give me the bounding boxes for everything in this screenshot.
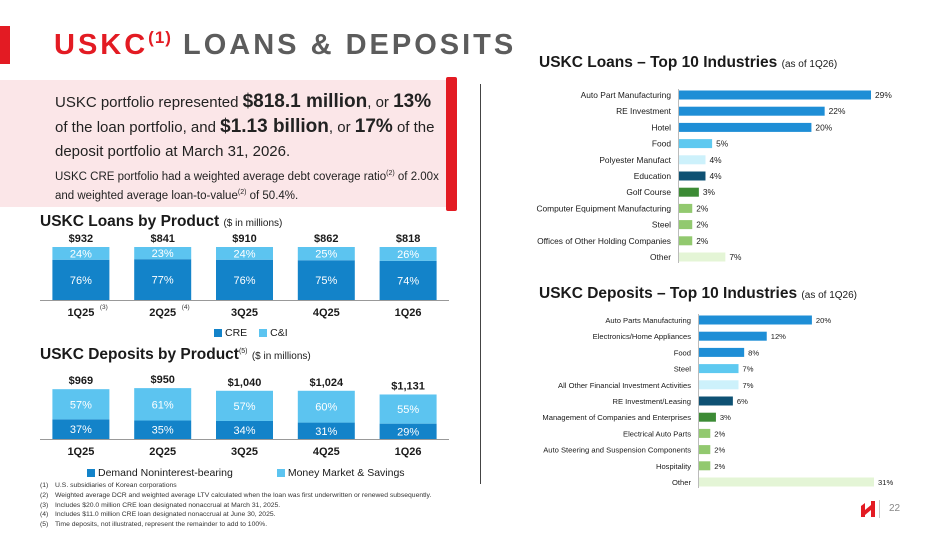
bar-segment-label: 76% bbox=[233, 274, 256, 287]
bar bbox=[699, 348, 744, 357]
bar bbox=[679, 123, 811, 132]
footnote-ref: (2) bbox=[237, 188, 247, 196]
summary-sub-part: of 2.00x and weighted average loan-to-value bbox=[55, 170, 439, 202]
category-tick-label: 1Q26 bbox=[394, 307, 422, 319]
footnote-text: U.S. subsidiaries of Korean corporations bbox=[55, 482, 177, 489]
bar-value-label: 2% bbox=[696, 235, 709, 246]
bar-value-label: 22% bbox=[828, 106, 846, 117]
bar-value-label: 2% bbox=[696, 203, 709, 214]
deposits-top10-title-text: USKC Deposits – Top 10 Industries bbox=[539, 285, 798, 302]
summary-loans-pct: 13% bbox=[393, 91, 432, 112]
bar-total-label: $969 bbox=[68, 375, 94, 388]
legend-label: Demand Noninterest-bearing bbox=[98, 467, 233, 479]
category-tick-label: 3Q25 bbox=[231, 307, 258, 319]
category-label: Auto Steering and Suspension Components bbox=[543, 445, 691, 455]
category-label: RE Investment bbox=[616, 106, 671, 117]
bar-segment-label: 77% bbox=[151, 274, 174, 287]
footnote-text: Includes $11.0 million CRE loan designated nonaccrual at June 30, 2025. bbox=[55, 511, 276, 519]
summary-sub-part: USKC CRE portfolio had a weighted average debt coverage ratio bbox=[55, 170, 387, 183]
page-number: 22 bbox=[889, 503, 901, 514]
category-label: Computer Equipment Manufacturing bbox=[536, 203, 671, 214]
category-label: Food bbox=[673, 348, 691, 358]
footnote-number: (5) bbox=[40, 521, 49, 529]
loans-top10-chart bbox=[480, 80, 949, 270]
bar bbox=[699, 461, 710, 470]
legend-swatch bbox=[277, 469, 285, 477]
category-label: Offices of Other Holding Companies bbox=[537, 235, 671, 246]
category-footnote-ref: (3) bbox=[99, 304, 108, 311]
bar-value-label: 7% bbox=[729, 252, 742, 262]
category-tick-label: 4Q25 bbox=[312, 446, 340, 458]
bar bbox=[679, 220, 692, 229]
bar bbox=[699, 397, 733, 406]
bar-value-label: 2% bbox=[714, 445, 726, 455]
bar-total-label: $1,040 bbox=[227, 376, 262, 389]
bar-total-label: $862 bbox=[314, 233, 339, 245]
loans-top10-unit: (as of 1Q26) bbox=[781, 59, 838, 70]
legend-swatch bbox=[87, 469, 95, 477]
category-tick-label: 1Q25 bbox=[67, 307, 95, 319]
bar-segment-label: 31% bbox=[315, 425, 338, 438]
category-tick-label: 1Q26 bbox=[394, 446, 422, 458]
footnote bbox=[40, 481, 431, 491]
bar-value-label: 31% bbox=[878, 478, 894, 487]
footnote-text: Includes $20.0 million CRE loan designated nonaccrual at March 31, 2025. bbox=[55, 501, 281, 509]
bar bbox=[679, 188, 699, 197]
footnote-text: Time deposits, not illustrated, represent the remainder to add to 100%. bbox=[55, 521, 268, 529]
bar-segment-label: 37% bbox=[69, 424, 92, 437]
bar-value-label: 4% bbox=[709, 154, 722, 165]
legend-label: CRE bbox=[225, 327, 248, 339]
bar bbox=[679, 253, 725, 262]
bar-segment-label: 29% bbox=[397, 426, 420, 439]
bar bbox=[679, 236, 692, 245]
summary-part: , or bbox=[328, 119, 351, 136]
bar-value-label: 3% bbox=[719, 413, 731, 423]
bar bbox=[699, 316, 812, 325]
bar-total-label: $932 bbox=[68, 233, 94, 245]
deposits-legend bbox=[87, 467, 411, 479]
bar-segment-label: 74% bbox=[397, 275, 420, 288]
legend-label: C&I bbox=[270, 327, 288, 339]
deposits-top10-title bbox=[539, 285, 857, 303]
bar-value-label: 29% bbox=[875, 90, 892, 100]
title-footnote-ref: (1) bbox=[148, 28, 172, 47]
bar-value-label: 8% bbox=[748, 348, 760, 358]
deposits-by-product-chart bbox=[0, 0, 480, 480]
bar-total-label: $1,024 bbox=[309, 376, 344, 389]
footnotes bbox=[40, 481, 431, 530]
category-label: Electronics/Home Appliances bbox=[592, 332, 691, 342]
bar bbox=[679, 172, 705, 181]
footnote bbox=[40, 520, 431, 530]
bar bbox=[699, 413, 716, 422]
bar-value-label: 7% bbox=[742, 364, 754, 374]
legend-item bbox=[277, 467, 405, 479]
category-label: Polyester Manufact bbox=[599, 154, 671, 165]
hanmi-logo-icon bbox=[860, 500, 876, 518]
loans-by-product-unit: ($ in millions) bbox=[223, 218, 283, 229]
category-tick-label: 2Q25 bbox=[149, 307, 177, 319]
summary-part: of the loan portfolio, and bbox=[55, 119, 216, 136]
summary-part: , or bbox=[367, 94, 389, 111]
deposits-top10-unit: (as of 1Q26) bbox=[801, 290, 858, 301]
bar-value-label: 20% bbox=[815, 316, 832, 325]
bar-segment-label: 61% bbox=[151, 399, 174, 412]
category-footnote-ref: (4) bbox=[181, 304, 190, 311]
footnote-ref: (2) bbox=[386, 170, 395, 177]
legend-item bbox=[87, 467, 233, 479]
summary-part: of the deposit portfolio at March 31, 2026. bbox=[55, 119, 435, 160]
category-tick-label: 2Q25 bbox=[149, 446, 177, 458]
bar bbox=[679, 155, 705, 164]
bar bbox=[699, 429, 710, 438]
footnote-number: (2) bbox=[40, 491, 49, 499]
deposits-by-product-title-text: USKC Deposits by Product bbox=[40, 346, 239, 363]
category-label: Auto Part Manufacturing bbox=[580, 90, 671, 100]
bar-segment-label: 57% bbox=[69, 399, 92, 412]
loans-top10-title-text: USKC Loans – Top 10 Industries bbox=[539, 54, 778, 71]
deposits-top10-chart bbox=[480, 306, 949, 490]
summary-part: USKC portfolio represented bbox=[55, 94, 239, 111]
category-label: Hospitality bbox=[655, 461, 691, 471]
category-label: Golf Course bbox=[626, 187, 671, 198]
footnote-ref: (5) bbox=[238, 347, 248, 355]
category-label: RE Investment/Leasing bbox=[612, 397, 691, 406]
category-label: Other bbox=[672, 478, 691, 487]
bar-value-label: 2% bbox=[696, 219, 709, 230]
footnote bbox=[40, 501, 431, 511]
bar-segment-label: 57% bbox=[233, 400, 256, 413]
title-rest: LOANS & DEPOSITS bbox=[183, 29, 517, 61]
category-label: Other bbox=[650, 252, 671, 262]
bar bbox=[699, 478, 874, 487]
bar-segment-label: 75% bbox=[315, 275, 338, 288]
bar-segment-label: 24% bbox=[69, 248, 92, 261]
bar-total-label: $818 bbox=[395, 233, 421, 245]
footnote-number: (1) bbox=[40, 482, 49, 489]
summary-loans-amount: $818.1 million bbox=[242, 91, 368, 112]
footnote-number: (3) bbox=[40, 501, 49, 509]
bar-segment-label: 55% bbox=[397, 404, 420, 417]
summary-deposits-amount: $1.13 billion bbox=[220, 116, 329, 137]
bar-segment-label: 35% bbox=[151, 424, 174, 437]
bar-total-label: $1,131 bbox=[391, 380, 425, 393]
bar bbox=[699, 332, 767, 341]
bar-total-label: $950 bbox=[150, 374, 175, 387]
summary-deposits-pct: 17% bbox=[354, 116, 393, 137]
bar-value-label: 7% bbox=[742, 380, 754, 390]
bar-value-label: 3% bbox=[702, 187, 715, 198]
bar bbox=[679, 204, 692, 213]
loans-top10-title bbox=[539, 54, 837, 72]
bar bbox=[699, 445, 710, 454]
category-tick-label: 1Q25 bbox=[67, 446, 95, 458]
category-label: Hotel bbox=[651, 122, 671, 133]
bar-value-label: 12% bbox=[770, 332, 786, 342]
bar-value-label: 2% bbox=[714, 429, 726, 439]
bar-segment-label: 76% bbox=[69, 274, 92, 287]
bar-total-label: $910 bbox=[232, 233, 257, 245]
category-tick-label: 3Q25 bbox=[231, 446, 258, 458]
bar-segment-label: 60% bbox=[315, 401, 338, 414]
title-uskc: USKC bbox=[54, 29, 149, 61]
bar-segment-label: 23% bbox=[151, 248, 174, 261]
footnote bbox=[40, 510, 431, 520]
footnote-text: Weighted average DCR and weighted average LTV calculated when the loan was first underwritten or renewed subsequently. bbox=[55, 491, 432, 499]
loans-by-product-title-text: USKC Loans by Product bbox=[40, 213, 220, 230]
category-label: Food bbox=[651, 138, 671, 149]
bar bbox=[679, 91, 871, 100]
bar-value-label: 5% bbox=[716, 138, 729, 149]
category-tick-label: 4Q25 bbox=[312, 307, 340, 319]
bar-value-label: 6% bbox=[736, 397, 748, 406]
bar bbox=[699, 364, 739, 373]
bar-total-label: $841 bbox=[150, 233, 175, 245]
bar-segment-label: 34% bbox=[233, 424, 256, 437]
legend-label: Money Market & Savings bbox=[287, 467, 405, 479]
category-label: All Other Financial Investment Activities bbox=[558, 380, 691, 390]
footnote bbox=[40, 491, 431, 501]
summary-sub-part: of 50.4%. bbox=[249, 189, 299, 202]
category-label: Electrical Auto Parts bbox=[623, 429, 691, 439]
bar bbox=[679, 139, 712, 148]
bar-segment-label: 24% bbox=[233, 248, 256, 261]
bar-value-label: 4% bbox=[709, 171, 722, 181]
category-label: Management of Companies and Enterprises bbox=[542, 413, 691, 423]
deposits-by-product-unit: ($ in millions) bbox=[251, 351, 311, 362]
bar bbox=[679, 107, 825, 116]
bar-segment-label: 26% bbox=[397, 248, 420, 261]
bar-value-label: 20% bbox=[815, 122, 833, 133]
footnote-number: (4) bbox=[40, 511, 49, 519]
bar-segment-label: 25% bbox=[315, 248, 338, 261]
category-label: Education bbox=[633, 171, 671, 181]
category-label: Steel bbox=[673, 364, 691, 374]
page-separator bbox=[879, 500, 880, 518]
category-label: Steel bbox=[651, 219, 671, 230]
bar bbox=[699, 380, 739, 389]
bar-value-label: 2% bbox=[714, 461, 726, 471]
category-label: Auto Parts Manufacturing bbox=[605, 316, 691, 325]
